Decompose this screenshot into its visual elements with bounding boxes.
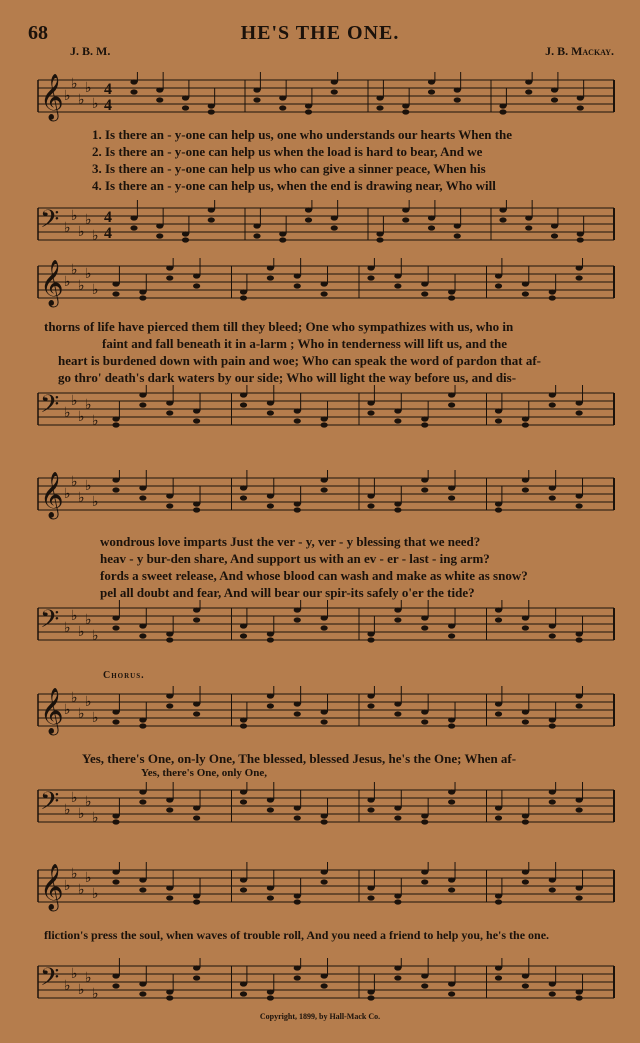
hymn-title: HE'S THE ONE. — [240, 22, 400, 44]
svg-text:♭: ♭ — [71, 967, 78, 982]
svg-text:4: 4 — [104, 97, 112, 114]
svg-text:𝄞: 𝄞 — [40, 472, 64, 518]
verse-lyrics-system-2 — [44, 318, 541, 386]
verse-line: wondrous love imparts Just the ver - y, ver - y blessing that we need? — [100, 534, 481, 549]
treble-staff-3 — [0, 470, 640, 520]
music-composer: J. B. Mackay. — [545, 44, 614, 58]
svg-text:𝄞: 𝄞 — [40, 864, 64, 910]
svg-text:𝄞: 𝄞 — [40, 688, 64, 734]
verse-line: faint and fall beneath it in a-larm ; Who in tenderness will lift us, and the — [102, 336, 507, 351]
svg-text:♭: ♭ — [64, 221, 71, 236]
svg-text:4: 4 — [104, 81, 112, 98]
verse-line: fords a sweet release, And whose blood can wash and make as white as snow? — [100, 568, 528, 583]
svg-text:♭: ♭ — [78, 93, 85, 108]
svg-text:♭: ♭ — [64, 803, 71, 818]
svg-text:♭: ♭ — [78, 983, 85, 998]
svg-text:♭: ♭ — [92, 887, 99, 902]
svg-text:♭: ♭ — [71, 209, 78, 224]
verse-lyrics-system-1 — [92, 126, 512, 194]
svg-text:♭: ♭ — [92, 229, 99, 244]
svg-text:♭: ♭ — [92, 495, 99, 510]
svg-text:♭: ♭ — [71, 394, 78, 409]
svg-text:♭: ♭ — [71, 791, 78, 806]
verse-line: thorns of life have pierced them till they bleed; One who sympathizes with us, who in — [44, 319, 514, 334]
treble-staff-1 — [0, 72, 640, 122]
svg-text:♭: ♭ — [85, 795, 92, 810]
svg-text:♭: ♭ — [92, 629, 99, 644]
svg-text:♭: ♭ — [64, 979, 71, 994]
svg-text:♭: ♭ — [85, 267, 92, 282]
verse-line: heart is burdened down with pain and woe; Who can speak the word of pardon that af- — [58, 353, 541, 368]
svg-text:♭: ♭ — [92, 414, 99, 429]
svg-text:♭: ♭ — [78, 807, 85, 822]
verse-line: 3. Is there an - y-one can help us who can give a sinner peace, When his — [92, 161, 486, 176]
svg-text:♭: ♭ — [85, 398, 92, 413]
bass-staff-3 — [0, 600, 640, 650]
svg-text:♭: ♭ — [85, 971, 92, 986]
svg-text:♭: ♭ — [64, 487, 71, 502]
verse-line: 1. Is there an - y-one can help us, one who understands our hearts When the — [92, 127, 513, 142]
bass-staff-4 — [0, 782, 640, 832]
verse-line: heav - y bur-den share, And support us with an ev - er - last - ing arm? — [100, 551, 490, 566]
svg-text:♭: ♭ — [78, 491, 85, 506]
svg-text:4: 4 — [104, 225, 112, 242]
svg-text:♭: ♭ — [85, 695, 92, 710]
svg-text:♭: ♭ — [64, 703, 71, 718]
svg-text:♭: ♭ — [64, 621, 71, 636]
bass-staff-5 — [0, 958, 640, 1008]
svg-text:♭: ♭ — [64, 879, 71, 894]
chorus-lyrics-2: fliction's press the soul, when waves of trouble roll, And you need a friend to help you, he's the one. — [44, 928, 550, 942]
svg-text:♭: ♭ — [85, 871, 92, 886]
svg-text:♭: ♭ — [71, 867, 78, 882]
verse-line: pel all doubt and fear, And will bear our spir-its safely o'er the tide? — [100, 585, 475, 600]
svg-text:♭: ♭ — [71, 263, 78, 278]
svg-text:♭: ♭ — [92, 811, 99, 826]
svg-text:♭: ♭ — [85, 613, 92, 628]
svg-text:♭: ♭ — [78, 625, 85, 640]
bass-staff-2 — [0, 385, 640, 435]
svg-text:♭: ♭ — [78, 883, 85, 898]
svg-text:𝄞: 𝄞 — [40, 260, 64, 306]
verse-line: 4. Is there an - y-one can help us, when the end is drawing near, Who will — [92, 178, 496, 193]
verse-line: go thro' death's dark waters by our side; Who will light the way before us, and dis- — [58, 370, 517, 385]
svg-text:♭: ♭ — [92, 97, 99, 112]
svg-text:4: 4 — [104, 209, 112, 226]
chorus-label: Chorus. — [103, 670, 145, 681]
svg-text:♭: ♭ — [78, 225, 85, 240]
treble-staff-5 — [0, 862, 640, 912]
svg-text:♭: ♭ — [71, 475, 78, 490]
svg-text:♭: ♭ — [71, 609, 78, 624]
svg-text:♭: ♭ — [78, 410, 85, 425]
page-number: 68 — [28, 22, 48, 44]
words-author: J. B. M. — [70, 44, 111, 58]
svg-text:𝄢: 𝄢 — [40, 205, 60, 240]
verse-lyrics-system-3 — [100, 533, 528, 601]
svg-text:♭: ♭ — [85, 81, 92, 96]
treble-staff-4 — [0, 686, 640, 736]
treble-staff-2 — [0, 258, 640, 308]
chorus-alto-lyrics: Yes, there's One, only One, — [141, 767, 267, 779]
bass-staff-1 — [0, 200, 640, 250]
svg-text:♭: ♭ — [85, 479, 92, 494]
svg-text:♭: ♭ — [92, 283, 99, 298]
svg-text:𝄢: 𝄢 — [40, 605, 60, 640]
svg-text:𝄢: 𝄢 — [40, 963, 60, 998]
svg-text:♭: ♭ — [78, 707, 85, 722]
svg-text:♭: ♭ — [64, 406, 71, 421]
svg-text:♭: ♭ — [85, 213, 92, 228]
svg-text:♭: ♭ — [64, 275, 71, 290]
svg-text:♭: ♭ — [64, 89, 71, 104]
svg-text:♭: ♭ — [71, 691, 78, 706]
chorus-lyrics-1: Yes, there's One, on-ly One, The blessed, blessed Jesus, he's the One; When af- — [82, 751, 517, 766]
svg-text:𝄢: 𝄢 — [40, 390, 60, 425]
svg-text:𝄢: 𝄢 — [40, 787, 60, 822]
svg-text:♭: ♭ — [78, 279, 85, 294]
copyright-notice: Copyright, 1899, by Hall-Mack Co. — [259, 1012, 381, 1021]
svg-text:♭: ♭ — [92, 987, 99, 1002]
svg-text:♭: ♭ — [71, 77, 78, 92]
verse-line: 2. Is there an - y-one can help us when the load is hard to bear, And we — [92, 144, 483, 159]
svg-text:𝄞: 𝄞 — [40, 74, 64, 120]
svg-text:♭: ♭ — [92, 711, 99, 726]
